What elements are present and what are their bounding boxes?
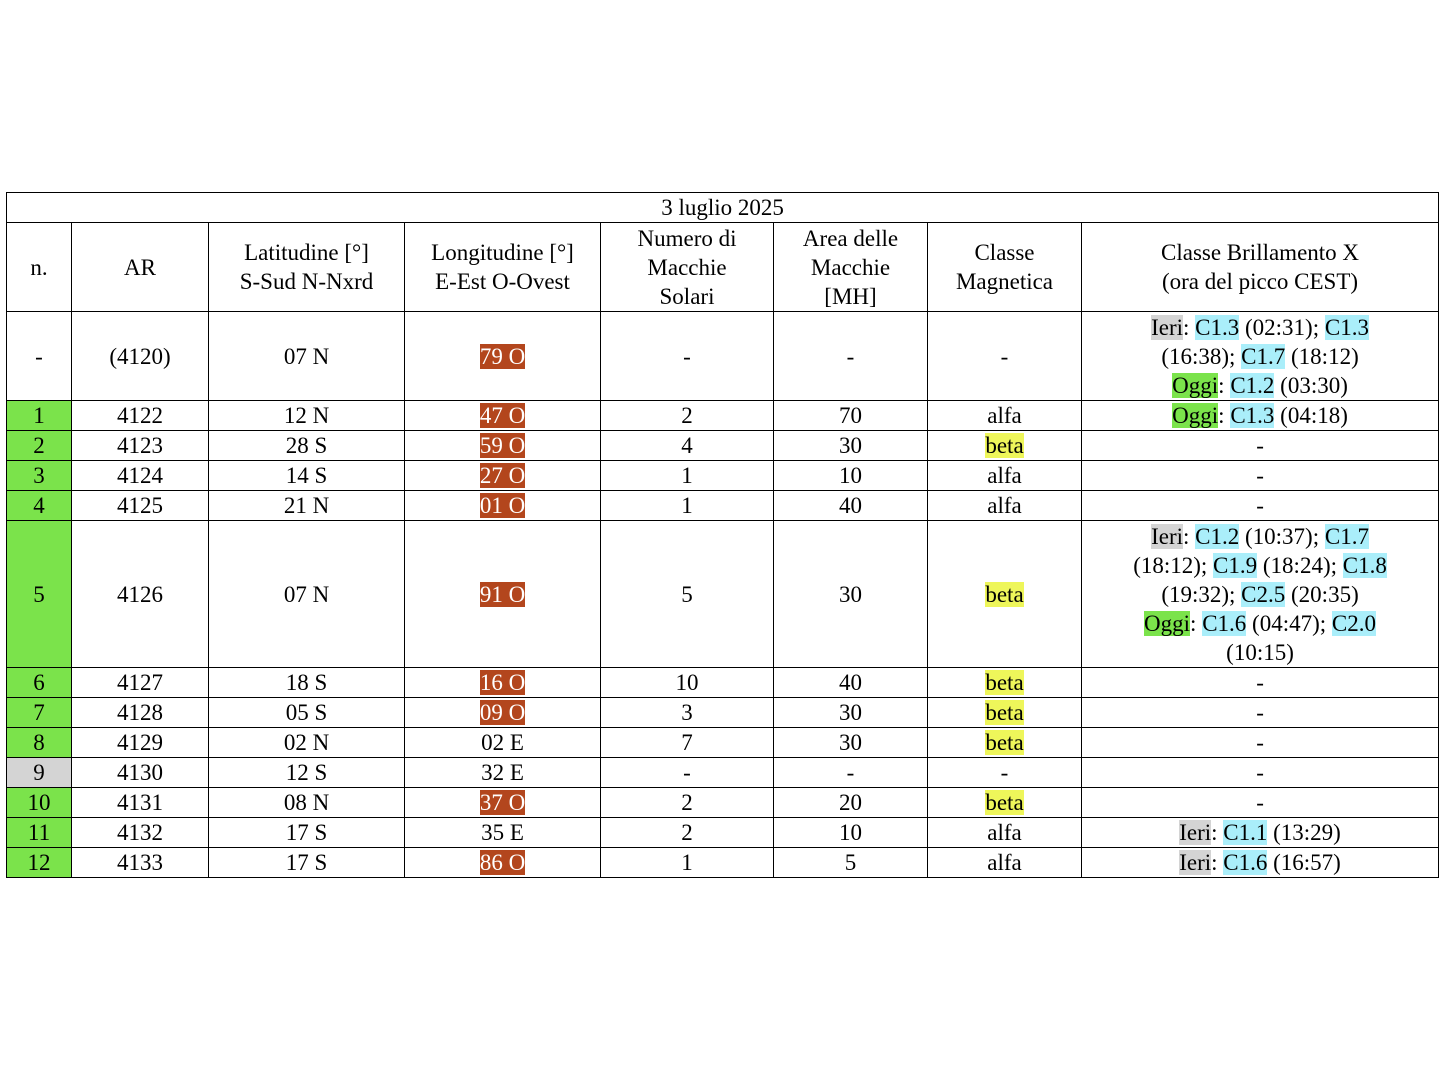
ar-cell: 4126 [72, 521, 209, 668]
latitude-cell: 21 N [209, 491, 405, 521]
flare-text: (18:24); [1257, 552, 1343, 578]
sunspot-area-cell: 30 [774, 431, 928, 461]
sunspot-count-cell: 4 [601, 431, 774, 461]
flare-line [1082, 728, 1438, 757]
table-row [7, 312, 1439, 401]
latitude-cell: 07 N [209, 521, 405, 668]
header-sunspot-area: Area delle Macchie [MH] [774, 223, 928, 312]
sunspot-count-cell: 1 [601, 848, 774, 878]
sunspot-count-cell: - [601, 312, 774, 401]
flare-text: (18:12); [1133, 552, 1214, 578]
sunspot-count-cell: 5 [601, 521, 774, 668]
longitude-cell: 27 O [405, 461, 601, 491]
latitude-cell: 07 N [209, 312, 405, 401]
flare-text: (10:15) [1226, 639, 1294, 665]
flare-text: (04:47); [1246, 610, 1332, 636]
table-row [7, 848, 1439, 878]
row-number: 11 [7, 818, 72, 848]
flare-class: C1.2 [1230, 372, 1275, 398]
flare-text: - [1256, 670, 1264, 695]
table-body [7, 312, 1439, 878]
longitude-cell: 32 E [405, 758, 601, 788]
flare-class: C1.3 [1230, 403, 1275, 428]
flare-text: - [1256, 433, 1264, 458]
yesterday-label: Ieri [1151, 523, 1184, 549]
flare-text: : [1211, 850, 1224, 875]
flare-class: C1.3 [1195, 314, 1240, 340]
flare-class: C2.5 [1241, 581, 1286, 607]
sunspot-area-cell: 10 [774, 461, 928, 491]
latitude-cell: 17 S [209, 818, 405, 848]
flare-class: C1.3 [1324, 314, 1369, 340]
flare-class: C1.2 [1195, 523, 1240, 549]
flare-text: (02:31); [1239, 314, 1325, 340]
ar-cell: (4120) [72, 312, 209, 401]
today-label: Oggi [1172, 372, 1219, 398]
table-row [7, 698, 1439, 728]
sunspot-count-cell: 2 [601, 788, 774, 818]
magnetic-class-cell: - [928, 758, 1082, 788]
sunspot-area-cell: - [774, 758, 928, 788]
sunspot-area-cell: - [774, 312, 928, 401]
magnetic-class-cell: beta [928, 431, 1082, 461]
yesterday-label: Ieri [1179, 820, 1212, 845]
latitude-cell: 05 S [209, 698, 405, 728]
longitude-cell: 86 O [405, 848, 601, 878]
row-number: 10 [7, 788, 72, 818]
flare-text: (20:35) [1285, 581, 1359, 607]
flare-text: : [1211, 820, 1224, 845]
flare-class: C1.6 [1202, 610, 1247, 636]
flare-line [1082, 668, 1438, 697]
latitude-cell: 17 S [209, 848, 405, 878]
yesterday-label: Ieri [1179, 850, 1212, 875]
row-number: 6 [7, 668, 72, 698]
sunspot-count-cell: - [601, 758, 774, 788]
latitude-cell: 12 S [209, 758, 405, 788]
flare-text: - [1256, 730, 1264, 755]
latitude-cell: 12 N [209, 401, 405, 431]
table-row [7, 758, 1439, 788]
longitude-cell: 47 O [405, 401, 601, 431]
sunspot-table [6, 192, 1439, 878]
header-flare-class: Classe Brillamento X (ora del picco CEST) [1082, 223, 1439, 312]
header-ar: AR [72, 223, 209, 312]
flare-cell [1082, 401, 1439, 431]
longitude-cell: 91 O [405, 521, 601, 668]
flare-cell [1082, 728, 1439, 758]
table-row [7, 461, 1439, 491]
flare-line [1082, 313, 1438, 342]
table-row [7, 788, 1439, 818]
sunspot-count-cell: 2 [601, 401, 774, 431]
sunspot-count-cell: 3 [601, 698, 774, 728]
row-number: 2 [7, 431, 72, 461]
table-row [7, 521, 1439, 668]
flare-cell [1082, 521, 1439, 668]
flare-text: : [1218, 403, 1231, 428]
ar-cell: 4127 [72, 668, 209, 698]
flare-line [1082, 551, 1438, 580]
latitude-cell: 14 S [209, 461, 405, 491]
sunspot-area-cell: 20 [774, 788, 928, 818]
flare-line [1082, 401, 1438, 430]
sunspot-count-cell: 7 [601, 728, 774, 758]
flare-line [1082, 609, 1438, 638]
row-number: 5 [7, 521, 72, 668]
table-row [7, 431, 1439, 461]
sunspot-count-cell: 2 [601, 818, 774, 848]
header-n: n. [7, 223, 72, 312]
flare-line [1082, 638, 1438, 667]
ar-cell: 4124 [72, 461, 209, 491]
ar-cell: 4123 [72, 431, 209, 461]
magnetic-class-cell: alfa [928, 848, 1082, 878]
flare-text: (13:29) [1267, 820, 1341, 845]
header-latitude: Latitudine [°] S-Sud N-Nxrd [209, 223, 405, 312]
flare-class: C1.7 [1324, 523, 1369, 549]
sunspot-area-cell: 10 [774, 818, 928, 848]
magnetic-class-cell: alfa [928, 491, 1082, 521]
flare-line [1082, 461, 1438, 490]
header-magnetic-class: Classe Magnetica [928, 223, 1082, 312]
longitude-cell: 09 O [405, 698, 601, 728]
flare-class: C1.8 [1342, 552, 1387, 578]
magnetic-class-cell: alfa [928, 401, 1082, 431]
magnetic-class-cell: beta [928, 668, 1082, 698]
flare-text: - [1256, 700, 1264, 725]
flare-line [1082, 818, 1438, 847]
flare-class: C1.7 [1241, 343, 1286, 369]
magnetic-class-cell: beta [928, 788, 1082, 818]
flare-text: (16:57) [1267, 850, 1341, 875]
magnetic-class-cell: - [928, 312, 1082, 401]
ar-cell: 4131 [72, 788, 209, 818]
flare-class: C1.9 [1213, 552, 1258, 578]
sunspot-area-cell: 40 [774, 491, 928, 521]
flare-text: (16:38); [1161, 343, 1242, 369]
ar-cell: 4128 [72, 698, 209, 728]
sunspot-count-cell: 1 [601, 461, 774, 491]
row-number: 4 [7, 491, 72, 521]
flare-line [1082, 491, 1438, 520]
flare-text: (18:12) [1285, 343, 1359, 369]
sunspot-area-cell: 5 [774, 848, 928, 878]
header-sunspot-count: Numero di Macchie Solari [601, 223, 774, 312]
flare-cell [1082, 461, 1439, 491]
table-row [7, 818, 1439, 848]
flare-line [1082, 522, 1438, 551]
ar-cell: 4129 [72, 728, 209, 758]
yesterday-label: Ieri [1151, 314, 1184, 340]
longitude-cell: 16 O [405, 668, 601, 698]
header-longitude: Longitudine [°] E-Est O-Ovest [405, 223, 601, 312]
magnetic-class-cell: beta [928, 698, 1082, 728]
row-number: - [7, 312, 72, 401]
ar-cell: 4130 [72, 758, 209, 788]
flare-text: : [1183, 314, 1196, 340]
flare-text: - [1256, 760, 1264, 785]
longitude-cell: 01 O [405, 491, 601, 521]
flare-text: (19:32); [1161, 581, 1242, 607]
magnetic-class-cell: beta [928, 521, 1082, 668]
magnetic-class-cell: beta [928, 728, 1082, 758]
flare-line [1082, 848, 1438, 877]
today-label: Oggi [1172, 403, 1219, 428]
flare-text: - [1256, 463, 1264, 488]
table-row [7, 668, 1439, 698]
ar-cell: 4132 [72, 818, 209, 848]
latitude-cell: 08 N [209, 788, 405, 818]
flare-line [1082, 758, 1438, 787]
sunspot-count-cell: 1 [601, 491, 774, 521]
flare-cell [1082, 668, 1439, 698]
table-title: 3 luglio 2025 [7, 193, 1439, 223]
row-number: 7 [7, 698, 72, 728]
flare-line [1082, 698, 1438, 727]
longitude-cell: 59 O [405, 431, 601, 461]
sunspot-area-cell: 30 [774, 698, 928, 728]
flare-text: - [1256, 790, 1264, 815]
sunspot-area-cell: 30 [774, 521, 928, 668]
magnetic-class-cell: alfa [928, 818, 1082, 848]
flare-cell [1082, 788, 1439, 818]
row-number: 3 [7, 461, 72, 491]
flare-text: (10:37); [1239, 523, 1325, 549]
latitude-cell: 18 S [209, 668, 405, 698]
magnetic-class-cell: alfa [928, 461, 1082, 491]
row-number: 9 [7, 758, 72, 788]
longitude-cell: 35 E [405, 818, 601, 848]
sunspot-area-cell: 40 [774, 668, 928, 698]
flare-text: - [1256, 493, 1264, 518]
flare-cell [1082, 491, 1439, 521]
flare-text: : [1190, 610, 1203, 636]
today-label: Oggi [1144, 610, 1191, 636]
flare-class: C2.0 [1331, 610, 1376, 636]
longitude-cell: 02 E [405, 728, 601, 758]
ar-cell: 4133 [72, 848, 209, 878]
flare-text: : [1218, 372, 1231, 398]
flare-line [1082, 431, 1438, 460]
flare-line [1082, 342, 1438, 371]
flare-cell [1082, 698, 1439, 728]
flare-text: : [1183, 523, 1196, 549]
sunspot-area-cell: 30 [774, 728, 928, 758]
flare-text: (04:18) [1274, 403, 1348, 428]
flare-cell [1082, 848, 1439, 878]
table-row [7, 728, 1439, 758]
flare-line [1082, 580, 1438, 609]
flare-line [1082, 788, 1438, 817]
ar-cell: 4122 [72, 401, 209, 431]
flare-text: (03:30) [1274, 372, 1348, 398]
row-number: 8 [7, 728, 72, 758]
flare-cell [1082, 312, 1439, 401]
flare-cell [1082, 431, 1439, 461]
ar-cell: 4125 [72, 491, 209, 521]
row-number: 1 [7, 401, 72, 431]
table-row [7, 401, 1439, 431]
flare-cell [1082, 758, 1439, 788]
latitude-cell: 28 S [209, 431, 405, 461]
flare-line [1082, 371, 1438, 400]
sunspot-count-cell: 10 [601, 668, 774, 698]
latitude-cell: 02 N [209, 728, 405, 758]
table-row [7, 491, 1439, 521]
longitude-cell: 79 O [405, 312, 601, 401]
longitude-cell: 37 O [405, 788, 601, 818]
flare-class: C1.1 [1223, 820, 1268, 845]
flare-class: C1.6 [1223, 850, 1268, 875]
row-number: 12 [7, 848, 72, 878]
flare-cell [1082, 818, 1439, 848]
sunspot-area-cell: 70 [774, 401, 928, 431]
